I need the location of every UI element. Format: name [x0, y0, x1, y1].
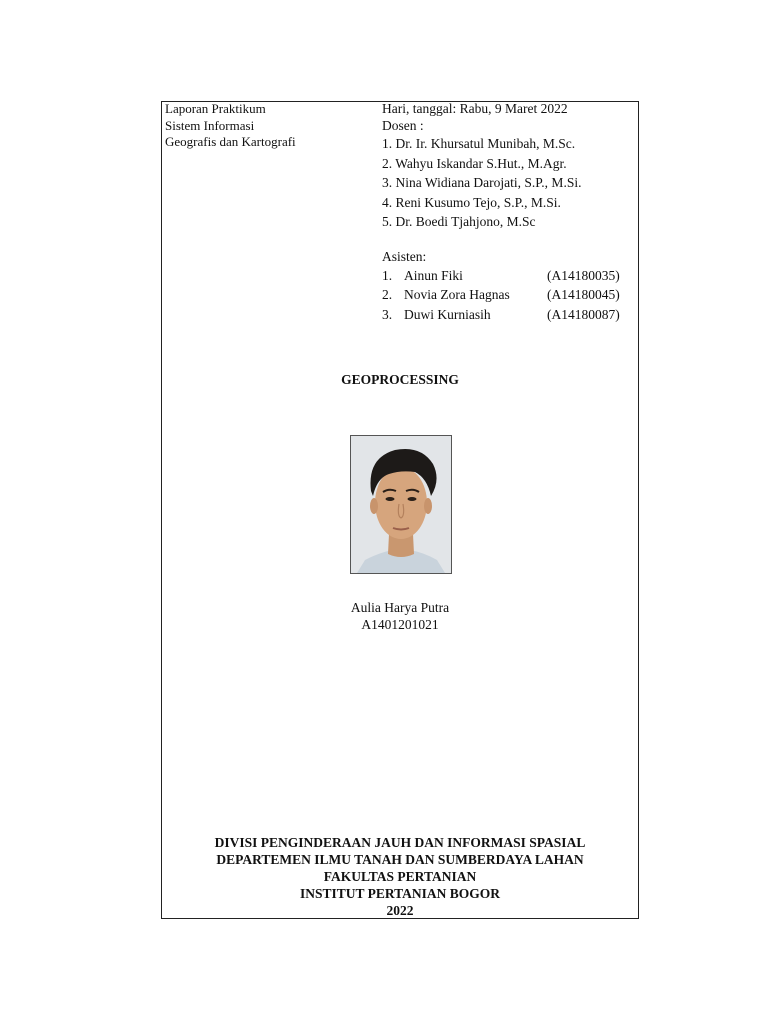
- asisten-name: Duwi Kurniasih: [404, 306, 491, 322]
- student-nim: A1401201021: [361, 617, 439, 632]
- institution-footer: [161, 834, 639, 919]
- footer-line-3: FAKULTAS PERTANIAN: [323, 869, 477, 884]
- date-line: Hari, tanggal: Rabu, 9 Maret 2022: [382, 101, 568, 116]
- footer-line-1: DIVISI PENGINDERAAN JAUH DAN INFORMASI SPASIAL: [214, 835, 586, 850]
- asisten-row: [382, 266, 632, 286]
- report-title: GEOPROCESSING: [341, 372, 459, 387]
- course-line-1: Laporan Praktikum: [165, 101, 266, 116]
- footer-line-4: INSTITUT PERTANIAN BOGOR: [299, 886, 501, 901]
- asisten-nim: (A14180045): [547, 287, 620, 302]
- dosen-item: 4. Reni Kusumo Tejo, S.P., M.Si.: [382, 194, 561, 210]
- student-photo: [350, 435, 452, 574]
- student-info: [161, 599, 639, 633]
- dosen-item: 3. Nina Widiana Darojati, S.P., M.Si.: [382, 175, 582, 190]
- asisten-name: Ainun Fiki: [404, 267, 463, 283]
- asisten-list: [382, 266, 632, 325]
- asisten-row: [382, 305, 632, 325]
- asisten-number: 3.: [382, 306, 393, 322]
- dosen-list: [382, 134, 632, 232]
- dosen-item: 5. Dr. Boedi Tjahjono, M.Sc: [382, 214, 536, 229]
- asisten-nim: (A14180035): [547, 267, 620, 283]
- portrait-image: [351, 436, 451, 573]
- footer-line-5: 2022: [386, 903, 414, 918]
- asisten-number: 1.: [382, 267, 393, 283]
- asisten-row: [382, 285, 632, 305]
- meta-info: [382, 101, 632, 324]
- asisten-label: Asisten:: [382, 248, 427, 264]
- course-info: [165, 101, 296, 151]
- dosen-label: Dosen :: [382, 117, 424, 133]
- footer-line-2: DEPARTEMEN ILMU TANAH DAN SUMBERDAYA LAHAN: [216, 852, 584, 867]
- course-line-3: Geografis dan Kartografi: [165, 134, 296, 149]
- asisten-number: 2.: [382, 287, 393, 302]
- dosen-item: 1. Dr. Ir. Khursatul Munibah, M.Sc.: [382, 136, 576, 151]
- student-name: Aulia Harya Putra: [350, 600, 450, 615]
- asisten-name: Novia Zora Hagnas: [404, 287, 510, 302]
- course-line-2: Sistem Informasi: [165, 117, 255, 133]
- asisten-nim: (A14180087): [547, 306, 620, 322]
- dosen-item: 2. Wahyu Iskandar S.Hut., M.Agr.: [382, 155, 567, 171]
